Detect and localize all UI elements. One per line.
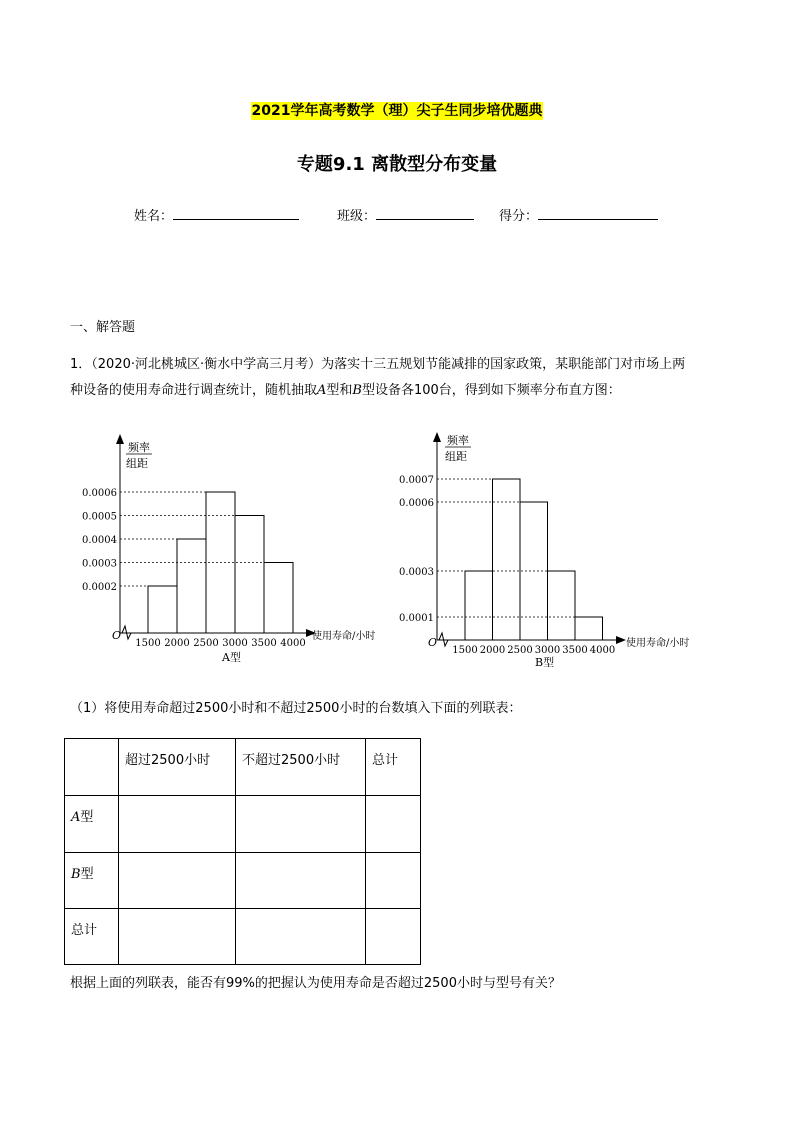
- part-1-text: （1）将使用寿命超过2500小时和不超过2500小时的台数填入下面的列联表：: [70, 701, 522, 716]
- score-blank: [538, 207, 658, 220]
- score-label: 得分：: [499, 209, 539, 224]
- histogram-bar: [177, 539, 206, 633]
- table-row: [65, 796, 421, 853]
- histogram-bar: [148, 586, 177, 633]
- row-label-suffix: 型: [80, 810, 94, 825]
- histogram-bar: [548, 571, 576, 640]
- x-tick-label: 3000: [222, 638, 248, 649]
- y-tick-label: 0.0005: [82, 511, 117, 523]
- row-label-var: B: [71, 867, 81, 882]
- ylabel-den: 组距: [126, 457, 148, 470]
- y-tick-label: 0.0006: [82, 488, 117, 499]
- table-cell[interactable]: [366, 853, 421, 909]
- problem-line-1: 1．（2020·河北桃城区·衡水中学高三月考）为落实十三五规划节能减排的国家政策，某职能部门对市场上两: [70, 357, 686, 372]
- chart-title: A型: [222, 651, 241, 664]
- x-tick-label: 3500: [251, 638, 277, 649]
- score-field: [499, 205, 658, 224]
- histogram-bar: [235, 516, 264, 634]
- table-header-cell: 不超过2500小时: [236, 739, 366, 796]
- page-title: 专题9.1 离散型分布变量: [296, 154, 498, 175]
- table-row: [65, 853, 421, 909]
- table-cell[interactable]: [236, 796, 366, 853]
- class-blank: [376, 207, 474, 220]
- problem-line-2c: 型设备各100台，得到如下频率分布直方图：: [361, 383, 621, 398]
- table-cell[interactable]: [366, 909, 421, 965]
- ylabel-fraction: [445, 433, 471, 463]
- name-blank: [173, 207, 299, 220]
- section-heading: 一、解答题: [70, 320, 136, 335]
- class-field: [337, 205, 474, 224]
- histogram-bar: [465, 571, 493, 640]
- name-field: [134, 205, 299, 224]
- table-header-row: [65, 739, 421, 796]
- table-cell[interactable]: [119, 853, 236, 909]
- x-tick-label: 4000: [280, 638, 306, 649]
- problem-text: [70, 352, 740, 404]
- chart-title: B型: [535, 656, 555, 669]
- y-tick-label: 0.0007: [399, 475, 434, 486]
- row-label-total: 总计: [65, 909, 119, 965]
- table-header-cell: 总计: [366, 739, 421, 796]
- origin-label: O: [428, 636, 438, 649]
- origin-label: O: [112, 629, 122, 642]
- table-cell[interactable]: [119, 796, 236, 853]
- x-tick-label: 3500: [562, 645, 588, 656]
- table-header-cell: 超过2500小时: [119, 739, 236, 796]
- table-cell[interactable]: [236, 853, 366, 909]
- var-b: B: [352, 383, 362, 398]
- row-label-b: [65, 853, 119, 909]
- y-tick-label: 0.0003: [82, 558, 117, 570]
- y-tick-label: 0.0006: [399, 498, 434, 509]
- name-label: 姓名：: [134, 209, 174, 224]
- table-row: [65, 909, 421, 965]
- row-label-a: [65, 796, 119, 853]
- y-tick-label: 0.0004: [82, 535, 117, 546]
- y-tick-label: 0.0001: [399, 613, 434, 624]
- y-axis-arrow: [116, 434, 124, 444]
- ylabel-num: 频率: [128, 441, 150, 454]
- header-banner: [0, 100, 794, 120]
- x-tick-label: 1500: [452, 645, 478, 656]
- problem-line-2: [70, 378, 740, 404]
- histogram-bar: [575, 617, 603, 640]
- table-cell[interactable]: [366, 796, 421, 853]
- histogram-bar: [493, 479, 521, 640]
- histogram-bar: [264, 563, 293, 634]
- histogram-a: [70, 430, 400, 670]
- header-banner-text: 2021学年高考数学（理）尖子生同步培优题典: [251, 103, 543, 119]
- x-tick-label: 2000: [164, 638, 190, 649]
- class-label: 班级：: [337, 209, 377, 224]
- y-tick-label: 0.0002: [82, 582, 117, 593]
- table-cell[interactable]: [236, 909, 366, 965]
- ylabel-den: 组距: [445, 450, 467, 463]
- contingency-table: [64, 738, 421, 965]
- var-a: A: [317, 383, 327, 398]
- y-axis-arrow: [433, 432, 441, 442]
- x-tick-label: 2500: [193, 638, 219, 649]
- x-tick-label: 4000: [589, 645, 616, 656]
- table-cell[interactable]: [119, 909, 236, 965]
- x-axis-arrow: [616, 636, 626, 644]
- histogram-b: [390, 430, 720, 670]
- ylabel-fraction: [126, 440, 152, 470]
- x-tick-label: 1500: [135, 638, 161, 649]
- x-tick-label: 2500: [507, 645, 533, 656]
- x-tick-label: 3000: [534, 645, 561, 656]
- xlabel: 使用寿命/小时: [312, 631, 376, 642]
- question-text: 根据上面的列联表，能否有99%的把握认为使用寿命是否超过2500小时与型号有关？: [70, 976, 561, 991]
- table-header-cell: [65, 739, 119, 796]
- row-label-var: A: [71, 810, 81, 825]
- xlabel: 使用寿命/小时: [626, 638, 690, 649]
- problem-line-2a: 种设备的使用寿命进行调查统计，随机抽取: [70, 383, 318, 398]
- ylabel-num: 频率: [447, 434, 469, 447]
- row-label-suffix: 型: [80, 867, 94, 882]
- y-tick-label: 0.0003: [399, 567, 434, 578]
- x-tick-label: 2000: [479, 645, 506, 656]
- problem-line-2b: 型和: [326, 383, 353, 398]
